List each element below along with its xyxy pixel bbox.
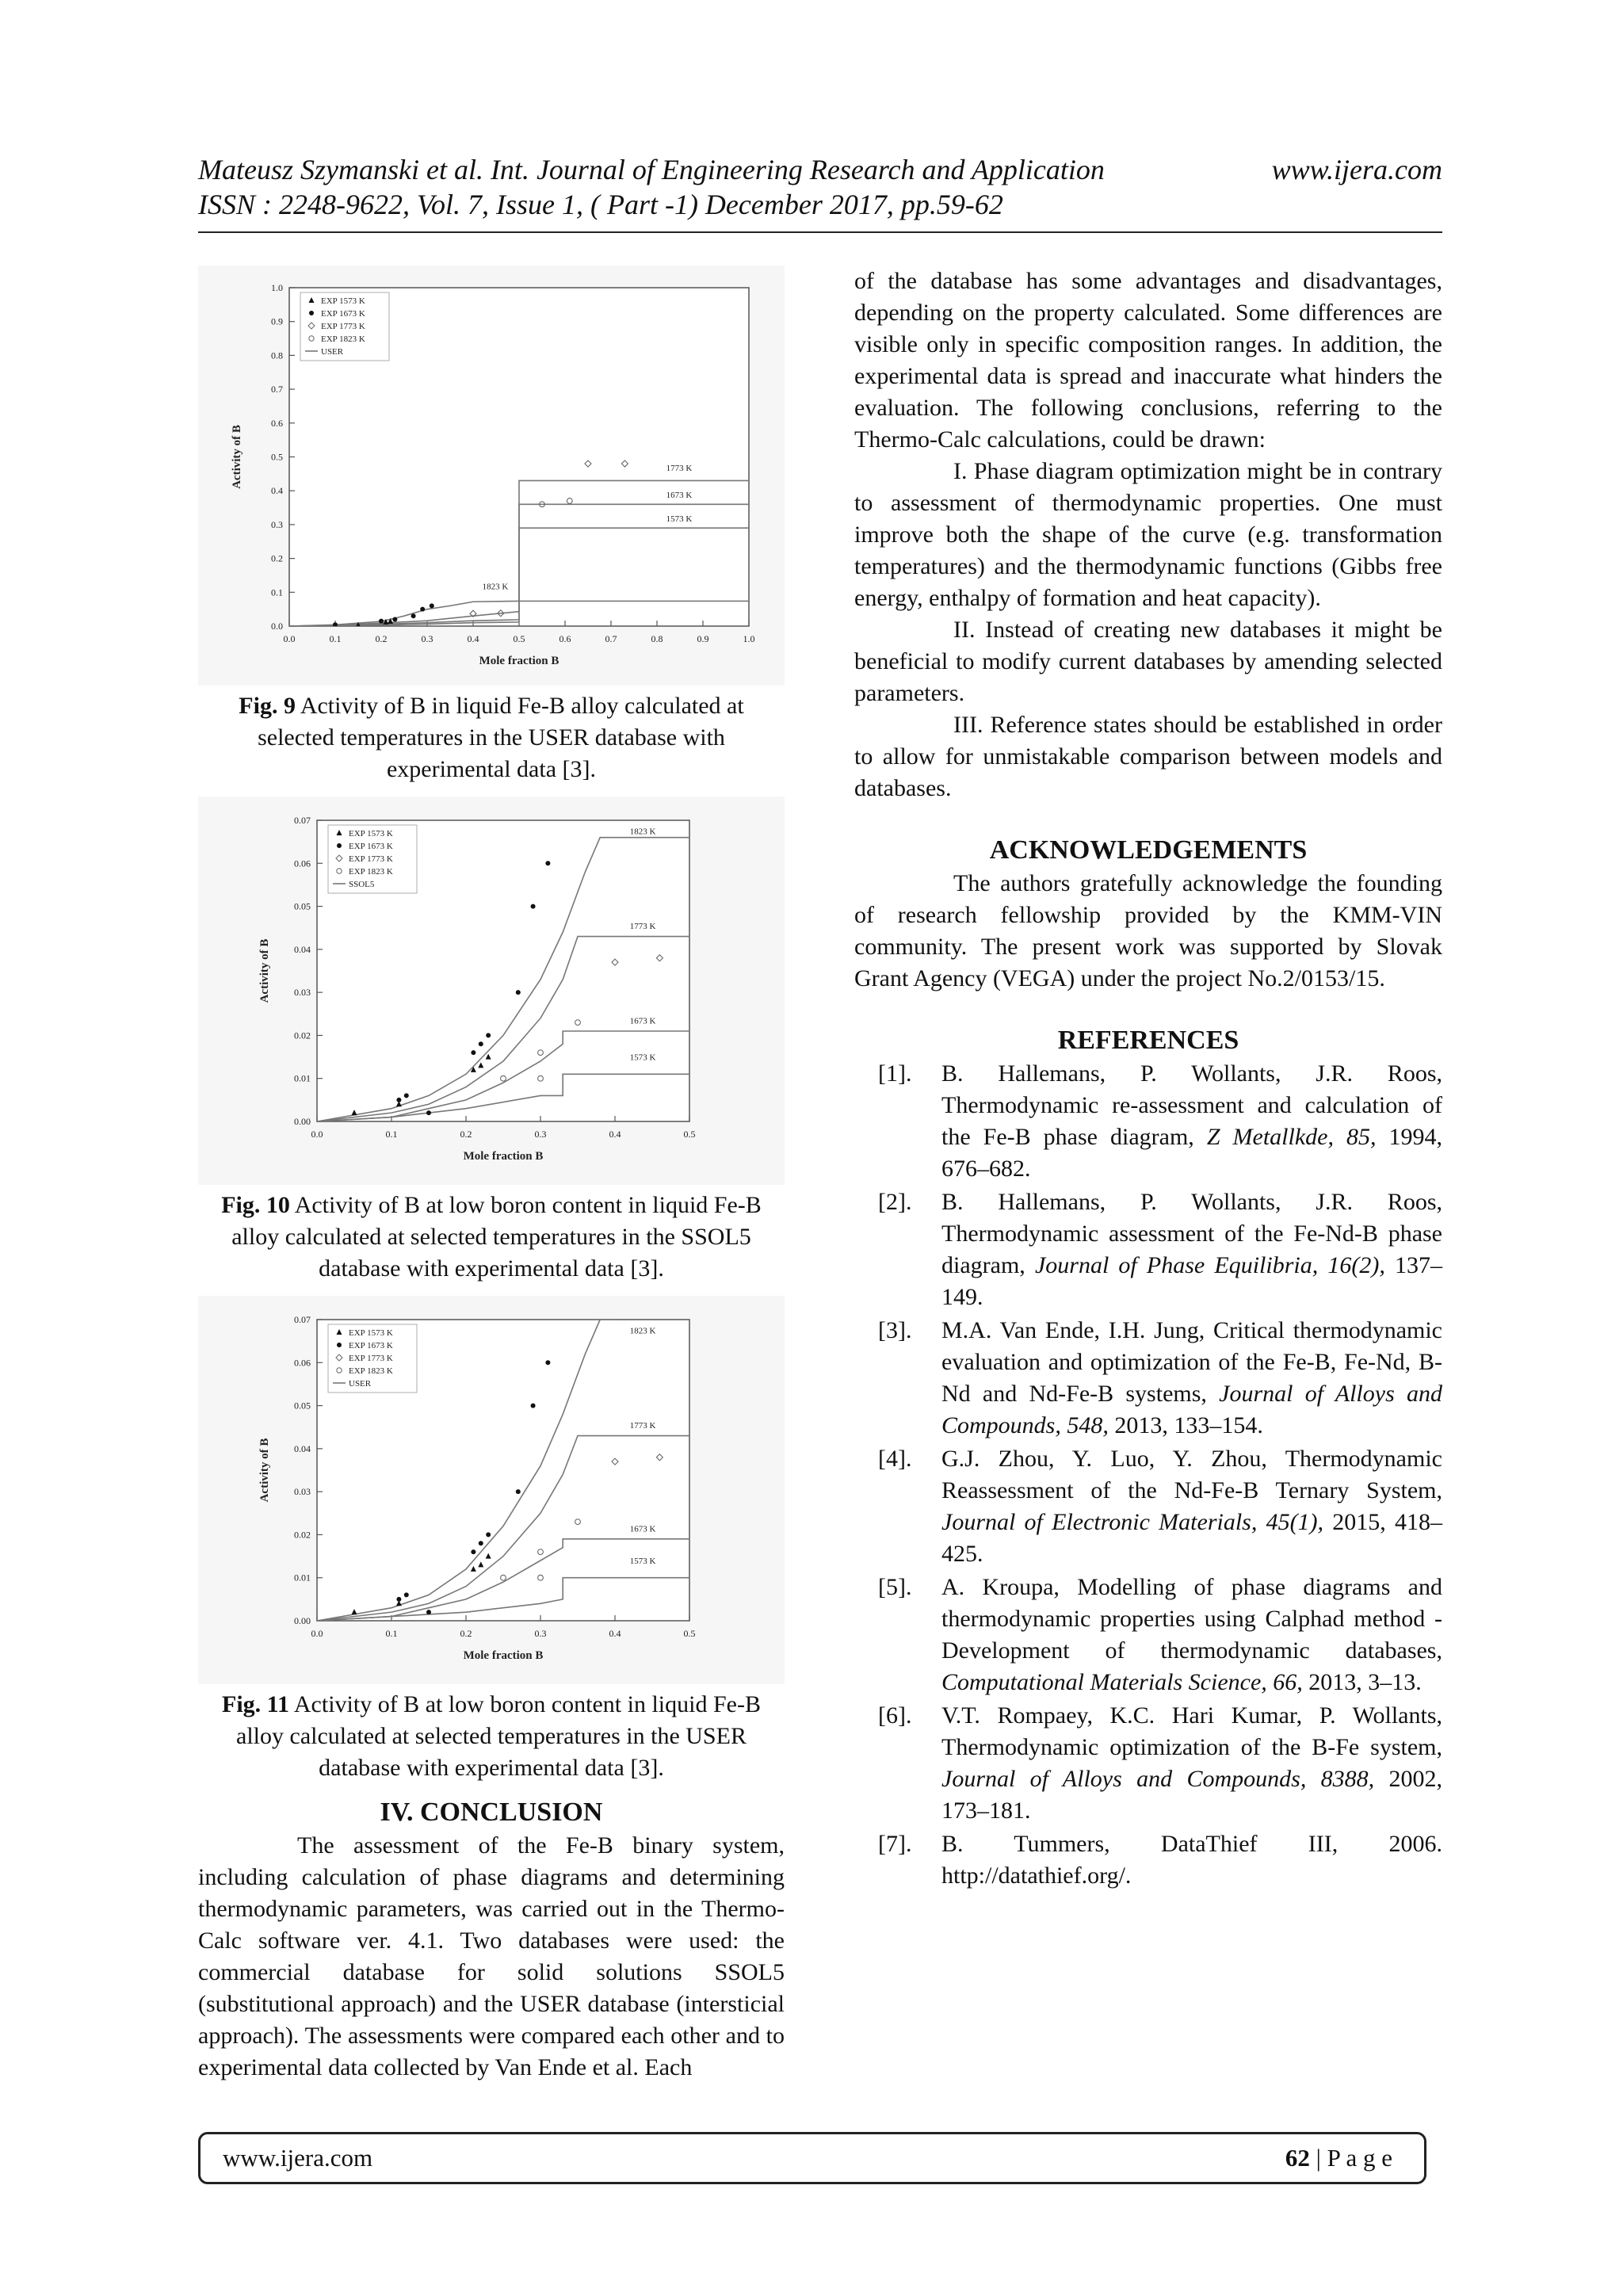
reference-number: [5]. — [878, 1574, 912, 1600]
y-tick-label: 0.03 — [294, 1486, 311, 1498]
x-tick-label: 0.5 — [683, 1628, 696, 1639]
right-column — [854, 266, 1442, 1893]
reference-year-pages: 2013, 3–13. — [1302, 1669, 1422, 1695]
figure-10-caption — [198, 1190, 785, 1285]
reference-year-pages: 2015, 418–425. — [941, 1509, 1442, 1567]
reference-year-pages: 1994, 676–682. — [941, 1124, 1442, 1182]
reference-authors-title: V.T. Rompaey, K.C. Hari Kumar, P. Wollants, Thermodynamic optimization of the B-Fe system, — [941, 1702, 1442, 1760]
legend-label: EXP 1673 K — [321, 309, 365, 319]
x-tick-label: 0.7 — [605, 633, 617, 644]
figure-11-caption — [198, 1689, 785, 1784]
x-tick-label: 0.3 — [421, 633, 433, 644]
curve-label: 1573 K — [666, 514, 693, 524]
y-tick-label: 0.3 — [271, 518, 283, 530]
y-tick-label: 0.06 — [294, 858, 311, 869]
reference-item — [854, 1186, 1442, 1313]
y-tick-label: 1.0 — [271, 282, 283, 293]
figure-9 — [198, 266, 785, 785]
curve-label: 1673 K — [629, 1016, 656, 1026]
x-tick-label: 0.2 — [375, 633, 388, 644]
reference-item — [854, 1700, 1442, 1827]
reference-year-pages: 2002, 173–181. — [941, 1766, 1443, 1824]
reference-number: [2]. — [878, 1189, 912, 1215]
reference-text — [941, 1315, 1442, 1442]
data-point-1673k — [411, 613, 416, 618]
conclusion-heading: IV. CONCLUSION — [380, 1797, 603, 1827]
footer-url[interactable]: www.ijera.com — [223, 2144, 373, 2172]
reference-item — [854, 1315, 1442, 1442]
data-point-1673k — [531, 1404, 536, 1408]
legend-label: EXP 1773 K — [321, 322, 365, 331]
data-point-1673k — [430, 603, 434, 608]
reference-list — [854, 1058, 1442, 1892]
y-tick-label: 0.1 — [271, 586, 283, 598]
curve-label: 1823 K — [629, 827, 656, 837]
references-heading: REFERENCES — [1057, 1026, 1239, 1055]
data-point-1673k — [516, 1489, 521, 1494]
header-issn: ISSN : 2248-9622, Vol. 7, Issue 1, ( Part -1) December 2017, pp.59-62 — [198, 189, 1003, 220]
data-point-1673k — [471, 1549, 475, 1554]
x-tick-label: 1.0 — [743, 633, 755, 644]
curve-label: 1573 K — [629, 1557, 656, 1567]
y-tick-label: 0.01 — [294, 1572, 311, 1584]
data-point-1673k — [404, 1093, 409, 1098]
curve-label: 1673 K — [629, 1524, 656, 1534]
figure-10-caption-text: Activity of B at low boron content in liquid Fe-B alloy calculated at selected temperatures in the SSOL5 database with experimental data [3]. — [231, 1192, 762, 1282]
reference-authors-title: G.J. Zhou, Y. Luo, Y. Zhou, Thermodynamic Reassessment of the Nd-Fe-B Ternary System, — [941, 1446, 1442, 1503]
curve-label: 1773 K — [629, 1421, 656, 1431]
page-number — [1285, 2144, 1392, 2172]
legend-label: EXP 1823 K — [349, 1366, 393, 1376]
y-tick-label: 0.01 — [294, 1072, 311, 1084]
conclusion-paragraph-1: The assessment of the Fe-B binary system, including calculation of phase diagrams and determining thermodynamic parameters, was carried out in the Thermo-Calc software ver. 4.1. Two databases were used: the commercial database for solid solutions SSOL5 (substitutional approach) and the USER database (intersticial approach). The assessments were compared each other and to experimental data collected by Van Ende et al. Each — [198, 1832, 785, 2080]
legend-label: EXP 1573 K — [349, 829, 393, 839]
legend-marker — [337, 843, 342, 848]
legend-label: EXP 1823 K — [321, 334, 365, 344]
page-number-suffix: | P a g e — [1309, 2144, 1392, 2172]
figure-11 — [198, 1296, 785, 1784]
data-point-1673k — [486, 1532, 491, 1537]
data-point-1673k — [379, 619, 384, 624]
y-tick-label: 0.03 — [294, 987, 311, 999]
reference-journal: Z Metallkde, 85, — [1206, 1124, 1377, 1150]
legend-label: EXP 1573 K — [321, 296, 365, 306]
page-footer — [198, 2132, 1426, 2184]
figure-11-chart — [198, 1296, 785, 1684]
data-point-1673k — [516, 990, 521, 995]
reference-journal: Journal of Phase Equilibria, 16(2), — [1034, 1252, 1385, 1278]
data-point-1673k — [531, 904, 536, 909]
reference-number: [4]. — [878, 1446, 912, 1472]
reference-text — [941, 1186, 1442, 1313]
figure-11-caption-text: Activity of B at low boron content in liquid Fe-B alloy calculated at selected temperatures in the USER database with experimental data [3]. — [236, 1691, 761, 1781]
x-tick-label: 0.2 — [460, 1129, 472, 1140]
x-tick-label: 0.3 — [534, 1628, 547, 1639]
x-tick-label: 0.6 — [559, 633, 571, 644]
figure-10 — [198, 797, 785, 1285]
legend-label: EXP 1673 K — [349, 1341, 393, 1350]
data-point-1673k — [396, 1597, 401, 1602]
x-tick-label: 0.1 — [385, 1628, 398, 1639]
data-point-1673k — [392, 617, 397, 621]
y-tick-label: 0.5 — [271, 451, 283, 463]
data-point-1673k — [426, 1110, 431, 1115]
reference-text — [941, 1058, 1442, 1185]
conclusion-item-1: I. Phase diagram optimization might be in contrary to assessment of thermodynamic properties. One must improve both the shape of the curve (e.g. transformation temperatures) and the thermodynamic functions (Gibbs free energy, enthalpy of formation and heat capacity). — [854, 458, 1442, 611]
data-point-1673k — [545, 1360, 550, 1365]
y-tick-label: 0.02 — [294, 1529, 311, 1541]
acknowledgements-text: The authors gratefully acknowledge the founding of research fellowship provided by the KMM-VIN community. The present work was supported by Slovak Grant Agency (VEGA) under the project No.2/0153/15. — [854, 870, 1442, 991]
reference-journal: Journal of Alloys and Compounds, 8388, — [941, 1766, 1375, 1792]
x-axis-label: Mole fraction B — [463, 1150, 544, 1163]
curve-label: 1673 K — [666, 491, 693, 501]
y-axis-label: Activity of B — [258, 938, 271, 1003]
data-point-1673k — [420, 607, 425, 612]
y-axis-label: Activity of B — [231, 425, 243, 489]
conclusion-item-2: II. Instead of creating new databases it might be beneficial to modify current databases by amending selected parameters. — [854, 617, 1442, 706]
figure-11-label: Fig. 11 — [222, 1691, 290, 1717]
figure-9-chart — [198, 266, 785, 686]
x-tick-label: 0.4 — [609, 1628, 621, 1639]
x-tick-label: 0.2 — [460, 1628, 472, 1639]
reference-text — [941, 1572, 1442, 1698]
y-tick-label: 0.05 — [294, 900, 311, 912]
reference-year-pages: 137–149. — [941, 1252, 1443, 1310]
x-axis-label: Mole fraction B — [479, 655, 559, 667]
reference-authors-title: A. Kroupa, Modelling of phase diagrams and thermodynamic properties using Calphad method - Development of thermodynamic databases, — [941, 1574, 1442, 1664]
x-tick-label: 0.4 — [609, 1129, 621, 1140]
y-tick-label: 0.02 — [294, 1030, 311, 1041]
y-tick-label: 0.8 — [271, 350, 283, 361]
reference-authors-title: M.A. Van Ende, I.H. Jung, Critical thermodynamic evaluation and optimization of the Fe-B, Fe-Nd, B-Nd and Nd-Fe-B systems, — [941, 1317, 1442, 1407]
left-column — [198, 266, 785, 2084]
curve-label: 1823 K — [629, 1326, 656, 1336]
reference-number: [6]. — [878, 1702, 912, 1729]
y-tick-label: 0.07 — [294, 1314, 311, 1325]
reference-text — [941, 1443, 1442, 1570]
reference-item — [854, 1828, 1442, 1892]
reference-number: [3]. — [878, 1317, 912, 1343]
conclusion-item-3: III. Reference states should be established in order to allow for unmistakable comparison between models and databases. — [854, 712, 1442, 801]
reference-journal: Journal of Electronic Materials, 45(1), — [941, 1509, 1324, 1535]
legend-label: EXP 1573 K — [349, 1328, 393, 1338]
y-tick-label: 0.06 — [294, 1357, 311, 1369]
data-point-1673k — [404, 1592, 409, 1597]
figure-9-caption — [198, 690, 785, 785]
y-tick-label: 0.00 — [294, 1116, 311, 1127]
conclusion-paragraph-2: of the database has some advantages and disadvantages, depending on the property calculated. Some differences are visible only in specific composition ranges. In addition, the experimental data is spread and inaccurate what hinders the evaluation. The following conclusions, referring to the Thermo-Calc calculations, could be drawn: — [854, 268, 1442, 453]
figure-9-label: Fig. 9 — [239, 693, 296, 719]
curve-label: 1773 K — [666, 463, 693, 473]
data-point-1673k — [545, 861, 550, 865]
legend-label: SSOL5 — [349, 880, 375, 889]
y-tick-label: 0.4 — [271, 485, 283, 497]
reference-year-pages: 2013, 133–154. — [1108, 1412, 1263, 1438]
y-tick-label: 0.05 — [294, 1400, 311, 1412]
figure-10-chart — [198, 797, 785, 1185]
x-tick-label: 0.9 — [697, 633, 709, 644]
data-point-1673k — [479, 1541, 483, 1545]
x-tick-label: 0.0 — [311, 1129, 323, 1140]
x-tick-label: 0.5 — [513, 633, 525, 644]
legend-marker — [309, 311, 314, 315]
x-tick-label: 0.3 — [534, 1129, 547, 1140]
reference-authors-title: B. Hallemans, P. Wollants, J.R. Roos, Thermodynamic re-assessment and calculation of the Fe-B phase diagram, — [941, 1060, 1442, 1150]
y-axis-label: Activity of B — [258, 1438, 271, 1503]
reference-number: [1]. — [878, 1060, 912, 1087]
curve-label: 1773 K — [629, 922, 656, 932]
y-tick-label: 0.6 — [271, 417, 283, 429]
y-tick-label: 0.2 — [271, 552, 283, 564]
y-tick-label: 0.9 — [271, 315, 283, 327]
x-tick-label: 0.8 — [651, 633, 663, 644]
x-tick-label: 0.0 — [311, 1628, 323, 1639]
header-url[interactable]: www.ijera.com — [1271, 154, 1442, 185]
reference-authors-title: B. Tummers, DataThief III, 2006. http://datathief.org/. — [941, 1831, 1442, 1889]
x-tick-label: 0.1 — [329, 633, 342, 644]
legend-label: EXP 1773 K — [349, 1354, 393, 1363]
legend-marker — [337, 1343, 342, 1347]
acknowledgements-heading: ACKNOWLEDGEMENTS — [989, 835, 1308, 865]
data-point-1673k — [426, 1610, 431, 1614]
reference-text — [941, 1700, 1442, 1827]
x-tick-label: 0.5 — [683, 1129, 696, 1140]
x-axis-label: Mole fraction B — [463, 1649, 544, 1662]
running-header — [198, 152, 1442, 222]
reference-item — [854, 1443, 1442, 1570]
y-tick-label: 0.0 — [271, 621, 283, 632]
reference-text — [941, 1828, 1442, 1892]
curve-label: 1823 K — [482, 582, 509, 592]
curve-label: 1573 K — [629, 1052, 656, 1063]
data-point-1673k — [479, 1041, 483, 1046]
x-tick-label: 0.0 — [283, 633, 296, 644]
reference-item — [854, 1058, 1442, 1185]
figure-9-caption-text: Activity of B in liquid Fe-B alloy calculated at selected temperatures in the USER database with experimental data [3]. — [258, 693, 744, 782]
y-tick-label: 0.7 — [271, 384, 283, 395]
y-tick-label: 0.07 — [294, 815, 311, 826]
figure-10-label: Fig. 10 — [221, 1192, 290, 1218]
data-point-1673k — [471, 1050, 475, 1055]
legend-label: EXP 1673 K — [349, 842, 393, 851]
reference-number: [7]. — [878, 1831, 912, 1857]
x-tick-label: 0.1 — [385, 1129, 398, 1140]
legend-label: EXP 1823 K — [349, 867, 393, 877]
reference-authors-title: B. Hallemans, P. Wollants, J.R. Roos, Thermodynamic assessment of the Fe-Nd-B phase diagram, — [941, 1189, 1442, 1278]
data-point-1673k — [486, 1033, 491, 1037]
reference-journal: Computational Materials Science, 66, — [941, 1669, 1303, 1695]
legend-label: EXP 1773 K — [349, 854, 393, 864]
y-tick-label: 0.04 — [294, 943, 311, 955]
header-journal: Mateusz Szymanski et al. Int. Journal of Engineering Research and Application — [198, 154, 1105, 185]
legend-label: USER — [349, 1379, 372, 1389]
y-tick-label: 0.04 — [294, 1442, 311, 1454]
legend-label: USER — [321, 347, 344, 357]
y-tick-label: 0.00 — [294, 1615, 311, 1626]
x-tick-label: 0.4 — [467, 633, 479, 644]
reference-journal: Journal of Alloys and Compounds, 548, — [941, 1381, 1442, 1438]
page-number-value: 62 — [1285, 2144, 1310, 2172]
data-point-1673k — [396, 1098, 401, 1102]
reference-item — [854, 1572, 1442, 1698]
header-rule — [198, 231, 1442, 233]
